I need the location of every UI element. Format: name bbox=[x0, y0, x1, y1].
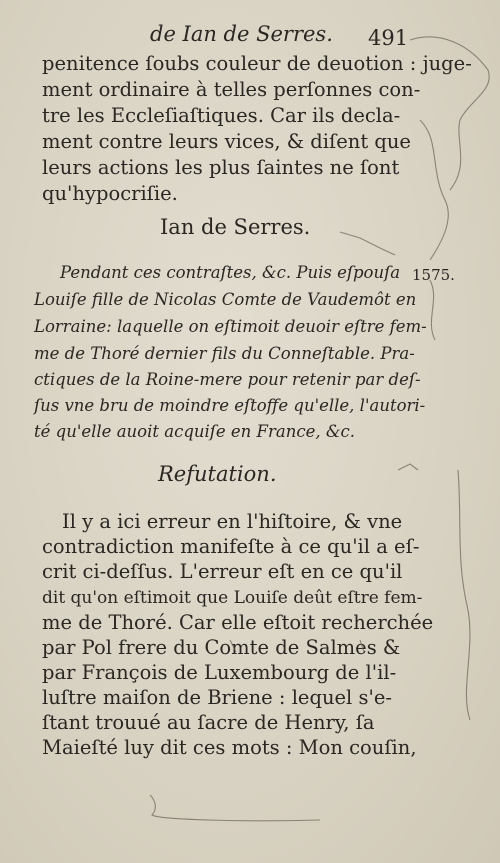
text-line: par Pol frere du Comte de Salmes & bbox=[42, 636, 401, 659]
quote-line: me de Thoré dernier fils du Conneſtable. Pra- bbox=[34, 344, 415, 363]
text-line: penitence ſoubs couleur de deuotion : juge- bbox=[42, 52, 472, 75]
section-heading-refutation: Refutation. bbox=[158, 462, 277, 486]
margin-year: 1575. bbox=[412, 266, 455, 284]
text-line: me de Thoré. Car elle eſtoit recherchée bbox=[42, 611, 434, 634]
text-line: luſtre maiſon de Briene : lequel s'e- bbox=[42, 686, 392, 709]
text-line: ſtant trouué au ſacre de Henry, ſa bbox=[42, 711, 375, 734]
text-line: ment ordinaire à telles perſonnes con- bbox=[42, 78, 421, 101]
text-line: crit ci-deſſus. L'erreur eſt en ce qu'il bbox=[42, 560, 403, 583]
quote-line: Louiſe fille de Nicolas Comte de Vaudemôt en bbox=[34, 290, 417, 309]
quote-line: Lorraine: laquelle on eſtimoit deuoir eſtre fem- bbox=[34, 317, 427, 336]
text-line: par François de Luxembourg de l'il- bbox=[42, 661, 397, 684]
quote-line: ctiques de la Roine-mere pour retenir par deſ- bbox=[34, 370, 421, 389]
section-heading-author: Ian de Serres. bbox=[160, 215, 311, 239]
quote-line: té qu'elle auoit acquiſe en France, &c. bbox=[34, 422, 356, 441]
quote-line: Pendant ces contraſtes, &c. Puis eſpouſa bbox=[60, 263, 401, 282]
running-title: de Ian de Serres. bbox=[150, 22, 333, 46]
text-line: Il y a ici erreur en l'hiſtoire, & vne bbox=[62, 510, 403, 533]
page-number: 491 bbox=[368, 26, 409, 50]
quote-line: ſus vne bru de moindre eſtoffe qu'elle, l'autori- bbox=[34, 396, 426, 415]
text-line: Maieſté luy dit ces mots : Mon couſin, bbox=[42, 736, 417, 759]
text-line: dit qu'on eſtimoit que Louiſe deût eſtre fem- bbox=[42, 588, 423, 608]
text-line: contradiction manifeſte à ce qu'il a eſ- bbox=[42, 535, 420, 558]
text-line: leurs actions les plus ſaintes ne ſont bbox=[42, 156, 400, 179]
text-line: qu'hypocriſie. bbox=[42, 182, 178, 205]
text-line: ment contre leurs vices, & diſent que bbox=[42, 130, 411, 153]
text-line: tre les Eccleſiaſtiques. Car ils decla- bbox=[42, 104, 401, 127]
